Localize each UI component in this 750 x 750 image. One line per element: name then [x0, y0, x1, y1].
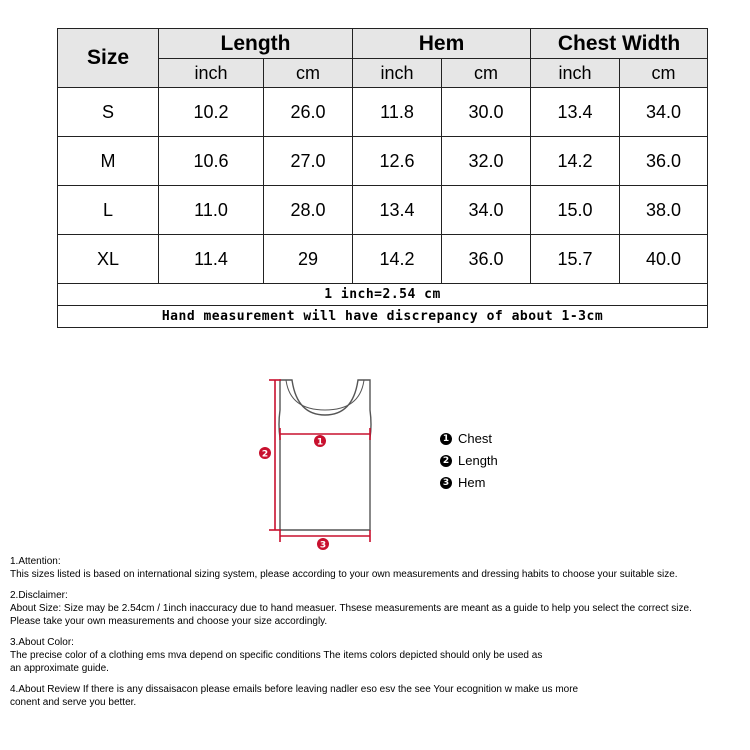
size-cell: M — [58, 137, 159, 186]
legend-item-length — [440, 450, 498, 472]
value-cell: 34.0 — [620, 88, 708, 137]
note-review — [10, 683, 745, 709]
length-dimension-line — [269, 380, 281, 530]
hem-marker — [317, 538, 329, 550]
value-cell: 11.4 — [159, 235, 264, 284]
value-cell: 36.0 — [442, 235, 531, 284]
value-cell: 13.4 — [531, 88, 620, 137]
note-line: an approximate guide. — [10, 663, 109, 674]
tank-top-outline-icon — [279, 380, 371, 530]
svg-text:3: 3 — [319, 540, 327, 550]
unit-hem-inch: inch — [353, 59, 442, 88]
note-disclaimer — [10, 589, 745, 628]
legend-item-hem — [440, 472, 498, 494]
value-cell: 13.4 — [353, 186, 442, 235]
value-cell: 26.0 — [264, 88, 353, 137]
note-line: conent and serve you better. — [10, 697, 137, 708]
legend-label: Chest — [458, 431, 492, 446]
size-chart-table — [57, 28, 708, 328]
number-2-icon: 2 — [440, 455, 452, 467]
value-cell: 10.6 — [159, 137, 264, 186]
note-attention — [10, 555, 745, 581]
chest-marker — [314, 435, 326, 448]
legend-label: Hem — [458, 475, 486, 490]
value-cell: 34.0 — [442, 186, 531, 235]
legend-label: Length — [458, 453, 498, 468]
unit-length-cm: cm — [264, 59, 353, 88]
note-line: About Size: Size may be 2.54cm / 1inch inaccuracy due to hand measuer. Thsese measurements are meant as a guide to help you select the correct size. — [10, 603, 692, 614]
value-cell: 29 — [264, 235, 353, 284]
legend-item-chest — [440, 428, 498, 450]
value-cell: 15.7 — [531, 235, 620, 284]
value-cell: 15.0 — [531, 186, 620, 235]
header-chest-width: Chest Width — [531, 29, 708, 59]
value-cell: 28.0 — [264, 186, 353, 235]
note-line: Please take your own measurements and choose your size accordingly. — [10, 616, 328, 627]
tank-top-diagram — [250, 370, 400, 550]
note-line: This sizes listed is based on international sizing system, please according to your own measurements and dressing habits to choose your suitable size. — [10, 569, 678, 580]
value-cell: 14.2 — [531, 137, 620, 186]
number-1-icon: 1 — [440, 433, 452, 445]
value-cell: 38.0 — [620, 186, 708, 235]
number-3-icon: 3 — [440, 477, 452, 489]
header-length: Length — [159, 29, 353, 59]
svg-text:1: 1 — [316, 437, 324, 448]
value-cell: 30.0 — [442, 88, 531, 137]
value-cell: 40.0 — [620, 235, 708, 284]
unit-length-inch: inch — [159, 59, 264, 88]
conversion-row — [58, 284, 708, 306]
svg-text:2: 2 — [261, 449, 269, 460]
value-cell: 27.0 — [264, 137, 353, 186]
size-cell: XL — [58, 235, 159, 284]
note-line: 4.About Review If there is any dissaisacon please emails before leaving nadler eso esv the see Your ecognition w make us more — [10, 684, 579, 695]
table-row — [58, 235, 708, 284]
value-cell: 32.0 — [442, 137, 531, 186]
discrepancy-row — [58, 306, 708, 328]
table-row — [58, 88, 708, 137]
table-row — [58, 186, 708, 235]
measurement-legend — [440, 428, 498, 494]
note-title: 3.About Color: — [10, 637, 74, 648]
value-cell: 14.2 — [353, 235, 442, 284]
note-title: 2.Disclaimer: — [10, 590, 68, 601]
size-cell: S — [58, 88, 159, 137]
notes-section — [10, 555, 745, 717]
unit-hem-cm: cm — [442, 59, 531, 88]
header-size: Size — [58, 29, 159, 88]
note-title: 1.Attention: — [10, 556, 61, 567]
length-marker — [259, 447, 271, 460]
unit-chest-inch: inch — [531, 59, 620, 88]
unit-chest-cm: cm — [620, 59, 708, 88]
note-color — [10, 636, 745, 675]
value-cell: 36.0 — [620, 137, 708, 186]
header-row — [58, 29, 708, 59]
conversion-note: 1 inch=2.54 cm — [58, 284, 708, 306]
discrepancy-note: Hand measurement will have discrepancy of about 1-3cm — [58, 306, 708, 328]
value-cell: 12.6 — [353, 137, 442, 186]
value-cell: 11.8 — [353, 88, 442, 137]
header-hem: Hem — [353, 29, 531, 59]
value-cell: 11.0 — [159, 186, 264, 235]
value-cell: 10.2 — [159, 88, 264, 137]
table-row — [58, 137, 708, 186]
size-cell: L — [58, 186, 159, 235]
note-line: The precise color of a clothing ems mva depend on specific conditions The items colors depicted should only be used as — [10, 650, 543, 661]
